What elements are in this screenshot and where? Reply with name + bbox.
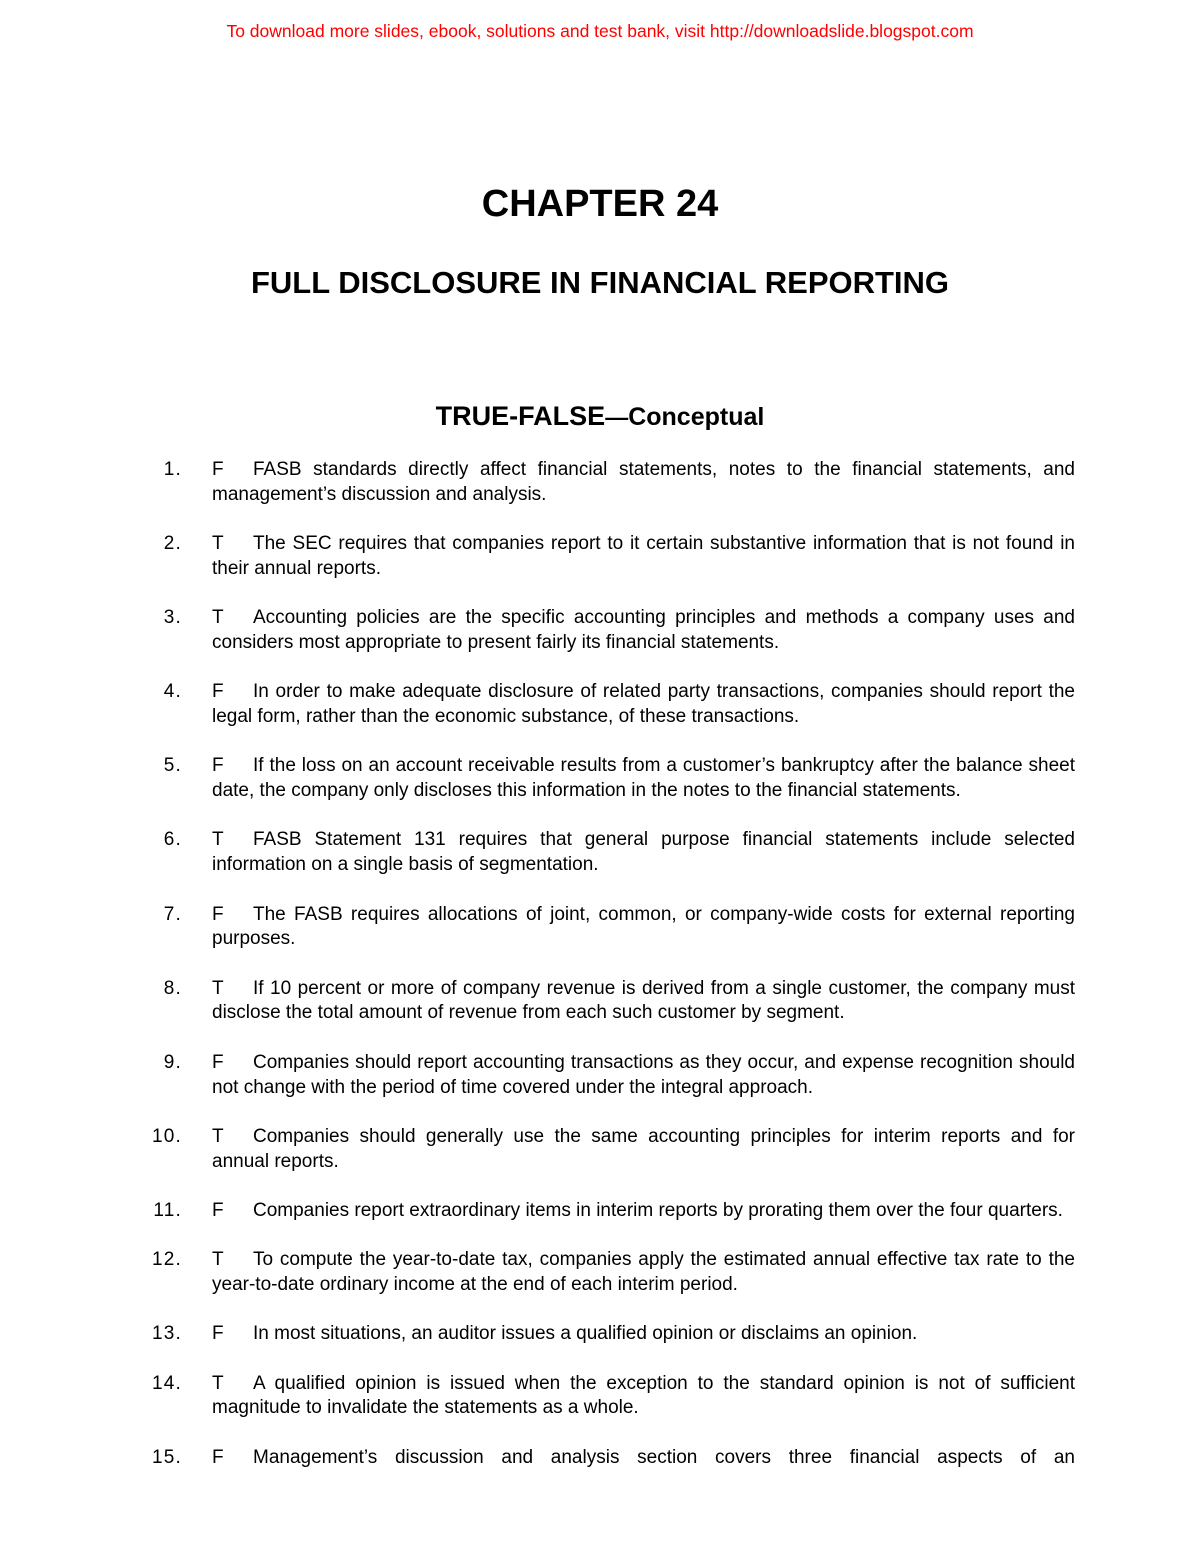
question-text: Companies should generally use the same accounting principles for interim reports and for annual reports. bbox=[212, 1125, 1075, 1172]
question-text: Accounting policies are the specific accounting principles and methods a company uses and considers most appropriate to present fairly its financial statements. bbox=[212, 607, 1075, 653]
question-text: The FASB requires allocations of joint, common, or company-wide costs for external reporting purposes. bbox=[212, 903, 1075, 950]
chapter-subtitle: FULL DISCLOSURE IN FINANCIAL REPORTING bbox=[250, 265, 950, 300]
question-item bbox=[0, 1322, 1200, 1347]
question-item bbox=[0, 1199, 1200, 1224]
question-item bbox=[0, 1248, 1200, 1298]
question-number: 2. bbox=[163, 533, 182, 555]
question-item bbox=[0, 606, 1200, 656]
question-text: To compute the year-to-date tax, companies apply the estimated annual effective tax rate to the year-to-date ordinary income at the end of each interim period. bbox=[212, 1249, 1075, 1296]
section-heading-main: TRUE-FALSE bbox=[435, 401, 606, 431]
question-answer: F bbox=[212, 755, 224, 777]
question-item bbox=[0, 458, 1200, 508]
question-number: 11. bbox=[153, 1199, 182, 1221]
question-answer: T bbox=[212, 977, 224, 999]
download-banner[interactable]: To download more slides, ebook, solutions and test bank, visit http://downloadslide.blogspot.com bbox=[226, 21, 974, 41]
chapter-title: CHAPTER 24 bbox=[481, 183, 719, 225]
question-answer: F bbox=[212, 681, 224, 703]
question-number: 10. bbox=[151, 1125, 182, 1147]
question-answer: F bbox=[212, 459, 224, 480]
question-text: The SEC requires that companies report to it certain substantive information that is not found in their annual reports. bbox=[212, 533, 1075, 579]
question-answer: F bbox=[212, 903, 224, 925]
question-number: 7. bbox=[163, 903, 182, 925]
question-number: 13. bbox=[151, 1323, 182, 1345]
question-text: If the loss on an account receivable results from a customer’s bankruptcy after the balance sheet date, the company only discloses this information in the notes to the financial statements. bbox=[212, 755, 1075, 802]
question-text: Management’s discussion and analysis section covers three financial aspects of an bbox=[253, 1446, 1075, 1468]
question-list bbox=[0, 458, 1200, 1495]
question-number: 9. bbox=[163, 1051, 182, 1073]
question-text: If 10 percent or more of company revenue is derived from a single customer, the company must disclose the total amount of revenue from each such customer by segment. bbox=[212, 977, 1075, 1024]
question-answer: F bbox=[212, 1446, 224, 1468]
question-answer: T bbox=[212, 1249, 224, 1271]
question-item bbox=[0, 532, 1200, 582]
question-text: Companies should report accounting transactions as they occur, and expense recognition should not change with the period of time covered under the integral approach. bbox=[212, 1051, 1075, 1098]
question-item bbox=[0, 1372, 1200, 1422]
question-item bbox=[0, 1051, 1200, 1101]
question-item bbox=[0, 977, 1200, 1027]
question-item bbox=[0, 828, 1200, 878]
question-item bbox=[0, 680, 1200, 730]
question-text: FASB Statement 131 requires that general purpose financial statements include selected information on a single basis of segmentation. bbox=[212, 829, 1075, 876]
question-answer: T bbox=[212, 607, 224, 629]
question-number: 1. bbox=[163, 459, 182, 480]
question-text: A qualified opinion is issued when the exception to the standard opinion is not of sufficient magnitude to invalidate the statements as a whole. bbox=[212, 1372, 1075, 1419]
question-number: 5. bbox=[163, 755, 182, 777]
question-answer: T bbox=[212, 533, 224, 555]
question-number: 14. bbox=[151, 1372, 182, 1394]
section-heading-dash: — bbox=[605, 404, 629, 430]
question-text: In most situations, an auditor issues a qualified opinion or disclaims an opinion. bbox=[253, 1323, 918, 1345]
question-text: Companies report extraordinary items in interim reports by prorating them over the four quarters. bbox=[253, 1199, 1063, 1221]
question-number: 15. bbox=[151, 1446, 182, 1468]
question-number: 3. bbox=[163, 607, 182, 629]
question-answer: T bbox=[212, 1372, 224, 1394]
question-number: 6. bbox=[163, 829, 182, 851]
question-answer: F bbox=[212, 1051, 224, 1073]
question-answer: F bbox=[212, 1323, 224, 1345]
question-item bbox=[0, 754, 1200, 804]
question-number: 8. bbox=[163, 977, 182, 999]
question-text: FASB standards directly affect financial statements, notes to the financial statements, and management’s discussion and analysis. bbox=[212, 459, 1075, 505]
question-answer: T bbox=[212, 829, 224, 851]
question-number: 12. bbox=[151, 1249, 182, 1271]
question-item bbox=[0, 1125, 1200, 1175]
question-number: 4. bbox=[163, 681, 182, 703]
section-heading-sub: Conceptual bbox=[628, 403, 765, 431]
question-item bbox=[0, 903, 1200, 953]
question-answer: T bbox=[212, 1125, 224, 1147]
question-answer: F bbox=[212, 1199, 224, 1221]
section-heading bbox=[0, 398, 1200, 439]
question-text: In order to make adequate disclosure of related party transactions, companies should report the legal form, rather than the economic substance, of these transactions. bbox=[212, 681, 1075, 728]
question-item bbox=[0, 1446, 1200, 1471]
